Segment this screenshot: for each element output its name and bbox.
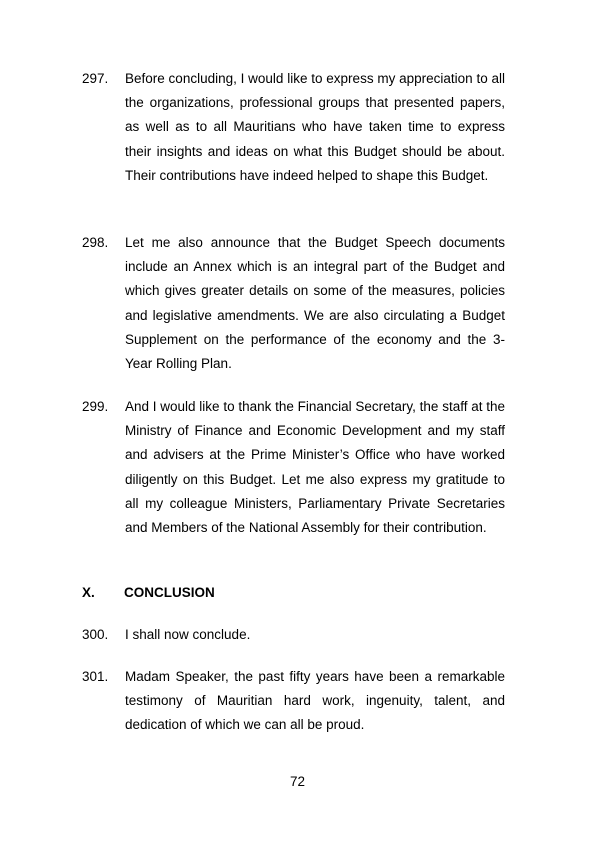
paragraph-text: And I would like to thank the Financial Secretary, the staff at the Ministry of Finance and Economic Development and my staff and advisers at the Prime Minister’s Office who have worked diligently on this Budget. Let me also express my gratitude to all my colleague Ministers, Parliamentary Private Secretaries and Members of the National Assembly for their contribution. [125, 399, 505, 536]
paragraph-number: 298. [82, 235, 109, 250]
paragraph-298 [82, 231, 505, 376]
paragraph-301 [82, 665, 505, 738]
paragraph-number: 301. [82, 669, 109, 684]
paragraph-297 [82, 67, 505, 188]
paragraph-number: 297. [82, 71, 109, 86]
page-number: 72 [289, 774, 306, 789]
paragraph-number: 300. [82, 627, 109, 642]
paragraph-text: I shall now conclude. [125, 627, 251, 642]
paragraph-number: 299. [82, 399, 109, 414]
paragraph-300 [82, 623, 505, 647]
paragraph-text: Before concluding, I would like to express my appreciation to all the organizations, professional groups that presented papers, as well as to all Mauritians who have taken time to express their insights and ideas on what this Budget should be about. Their contributions have indeed helped to shape this Budget. [125, 71, 505, 183]
paragraph-text: Let me also announce that the Budget Speech documents include an Annex which is an integral part of the Budget and which gives greater details on some of the measures, policies and legislative amendments. We are also circulating a Budget Supplement on the performance of the economy and the 3-Year Rolling Plan. [125, 235, 505, 372]
paragraph-299 [82, 395, 505, 540]
section-title: CONCLUSION [124, 585, 215, 600]
paragraph-text: Madam Speaker, the past fifty years have been a remarkable testimony of Mauritian hard work, ingenuity, talent, and dedication of which we can all be proud. [125, 669, 505, 733]
section-number: X. [82, 585, 95, 600]
